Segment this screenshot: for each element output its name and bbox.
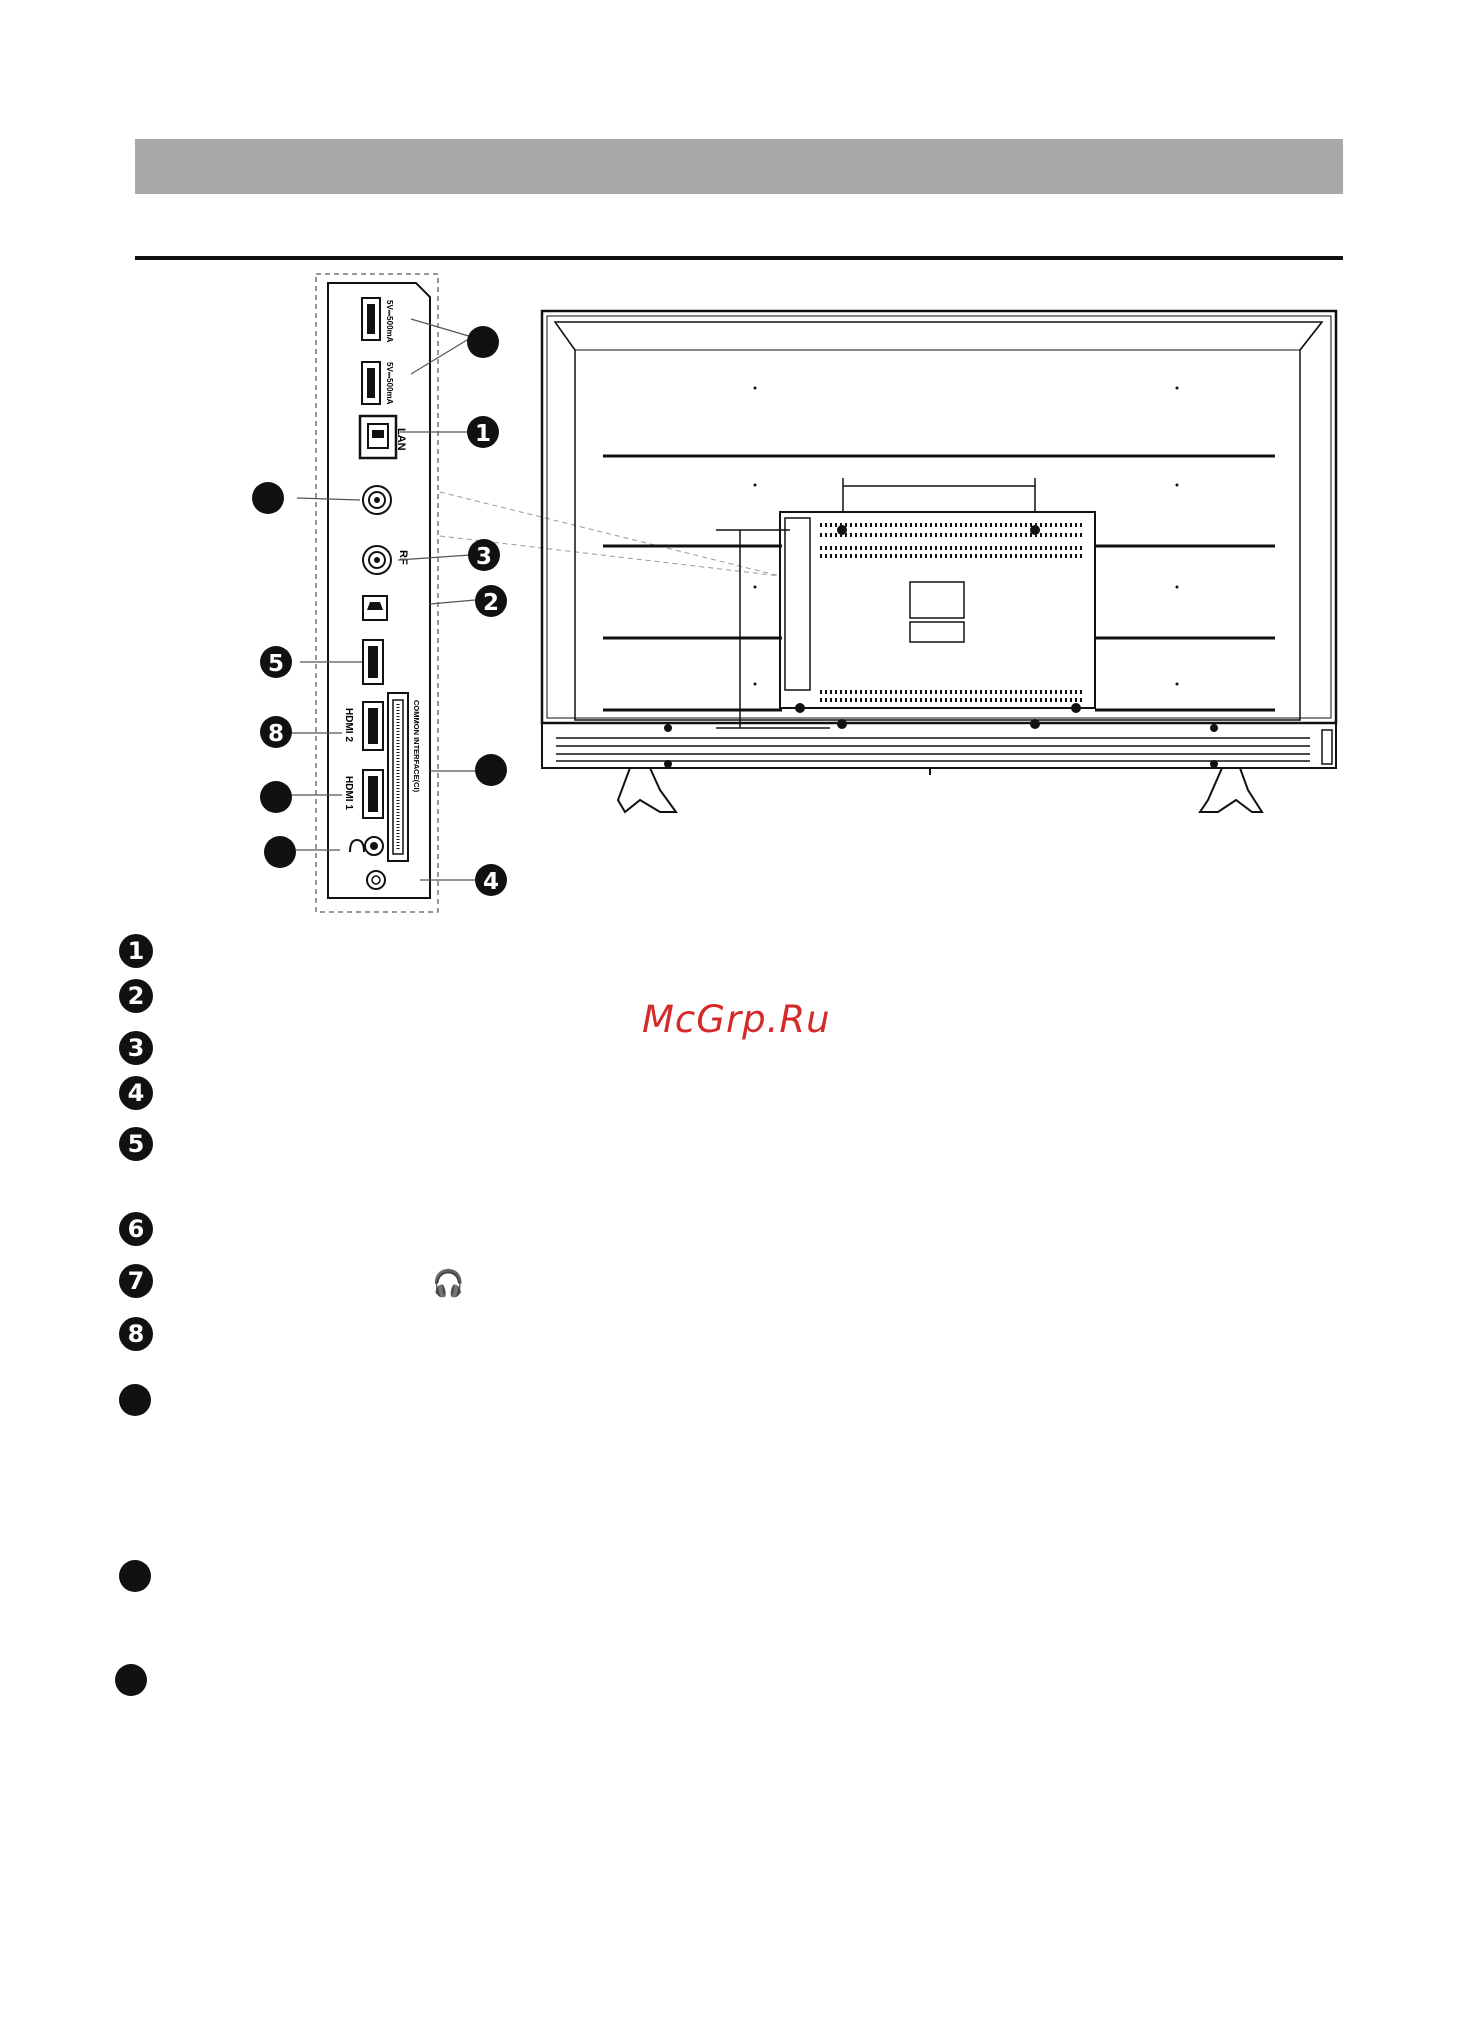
callout-lan-number: 1 [474,421,492,447]
legend-number-7: 7 [119,1264,153,1298]
rf-label: RF [397,550,409,565]
av-jack [367,871,385,889]
legend-bullet-usb [119,1384,151,1416]
satellite-port [363,486,391,514]
legend-bullet-satellite [119,1560,151,1592]
hdmi1-port [363,770,383,818]
hdmi1-label: HDMI 1 [343,776,354,810]
callout-hdmi2-number: 8 [267,721,285,747]
legend-number-5: 5 [119,1127,153,1161]
usb-label-1: 5V⎓500mA [385,300,394,343]
callout-hdmi1 [260,781,292,813]
headphone-jack [350,837,383,855]
legend-number-2: 2 [119,979,153,1013]
headphone-icon: 🎧 [432,1268,465,1298]
legend-number-4: 4 [119,1076,153,1110]
leader-lines [292,319,478,880]
legend-number-6: 6 [119,1212,153,1246]
legend-number-3: 3 [119,1031,153,1065]
lan-port [360,416,396,458]
callout-ci [475,754,507,786]
hdmi2-label: HDMI 2 [343,708,354,742]
usb-port-1 [362,298,380,340]
callout-usb [467,326,499,358]
rf-port [363,546,391,574]
lan-label: LAN [395,428,407,451]
callouts [252,326,507,896]
callout-rf-number: 3 [475,544,493,570]
optical-port [363,596,387,620]
usb-label-2: 5V⎓500mA [385,362,394,405]
callout-av-number: 4 [482,869,500,895]
callout-optical-number: 2 [482,590,500,616]
legend-number-1: 1 [119,934,153,968]
callout-headphone [264,836,296,868]
callout-satellite [252,482,284,514]
legend-bullet-ci [115,1664,147,1696]
callout-hdmi-top-number: 5 [267,651,285,677]
connector-panel [316,274,438,912]
ci-label: COMMON INTERFACE(CI) [412,700,421,793]
legend-number-8: 8 [119,1317,153,1351]
common-interface-slot [388,693,408,861]
usb-port-2 [362,362,380,404]
hdmi-port-top [363,640,383,684]
tv-back-view [542,311,1336,812]
hdmi2-port [363,702,383,750]
watermark: McGrp.Ru [642,998,831,1041]
